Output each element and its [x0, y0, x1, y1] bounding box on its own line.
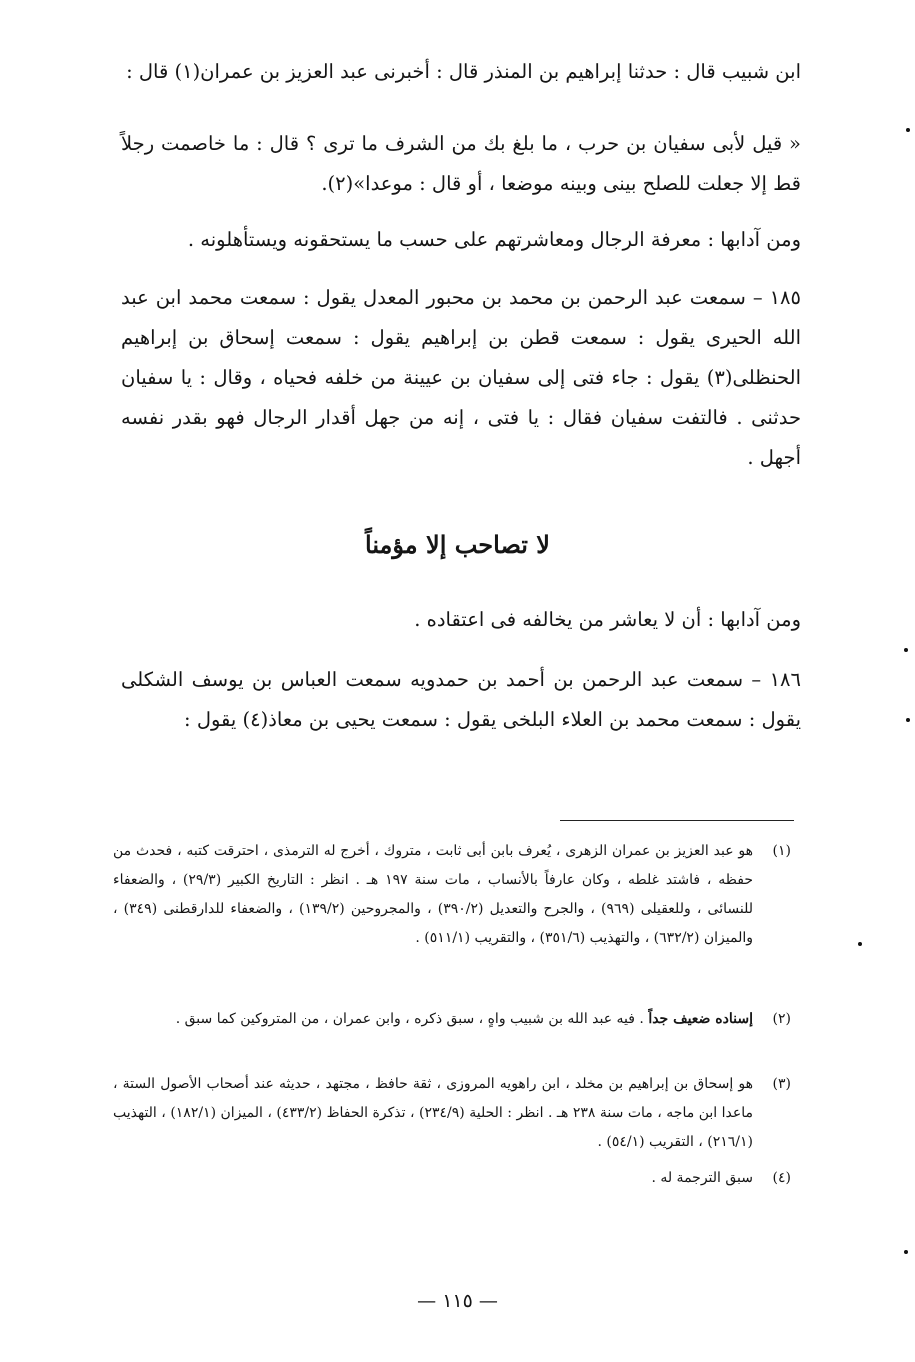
footnote-1 [113, 837, 791, 953]
footnote-body: . فيه عبد الله بن شبيب واهٍ ، سبق ذكره ، وابن عمران ، من المتروكين كما سبق . [175, 1011, 649, 1027]
scan-speck [904, 1250, 908, 1254]
footnote-3 [113, 1070, 791, 1157]
footnote-text: هو عبد العزيز بن عمران الزهرى ، يُعرف بابن أبى ثابت ، متروك ، أخرج له الترمذى ، احترقت كتبه ، فحدث من حفظه ، فاشتد غلطه ، وكان عارفاً بالأنساب ، مات سنة ١٩٧ هـ . انظر : التاريخ الكبير (٢٩/٣) ، والضعفاء للنسائى ، وللعقيلى (٩٦٩) ، والجرح والتعديل (٣٩٠/٢) ، والمجروحين (١٣٩/٢) ، والضعفاء للدارقطنى (٣٤٩) ، والميزان (٦٣٢/٢) ، والتهذيب (٣٥١/٦) ، والتقريب (٥١١/١) . [113, 843, 754, 946]
footnote-2 [113, 1005, 791, 1034]
paragraph-adab-belief: ومن آدابها : أن لا يعاشر من يخالفه فى اعتقاده . [414, 608, 801, 631]
footnote-number: (٤) [772, 1170, 791, 1186]
footnote-text: هو إسحاق بن إبراهيم بن مخلد ، ابن راهويه المروزى ، ثقة حافظ ، مجتهد ، حديثه عند أصحاب الأصول الستة ، ماعدا ابن ماجه ، مات سنة ٢٣٨ هـ . انظر : الحلية (٢٣٤/٩) ، تذكرة الحفاظ (٤٣٣/٢) ، الميزان (١٨٢/١) ، التهذيب (٢١٦/١) ، التقريب (٥٤/١) . [113, 1076, 753, 1150]
footnote-4 [113, 1164, 791, 1193]
section-title: لا تصاحب إلا مؤمناً [365, 530, 550, 559]
scan-speck [906, 128, 910, 132]
footnote-number: (٢) [772, 1011, 791, 1027]
scan-speck [904, 648, 908, 652]
footnote-number: (٣) [772, 1076, 791, 1092]
paragraph-quote-abu-sufyan: « قيل لأبى سفيان بن حرب ، ما بلغ بك من الشرف ما ترى ؟ قال : ما خاصمت رجلاً قط إلا جعلت للصلح بينى وبينه موضعا ، أو قال : موعدا»(٢). [121, 132, 801, 195]
paragraph-adab-knowing-men: ومن آدابها : معرفة الرجال ومعاشرتهم على حسب ما يستحقونه ويستأهلونه . [187, 228, 801, 251]
footnote-bold-verdict: إسناده ضعيف جداً [648, 1011, 753, 1027]
scan-speck [858, 942, 862, 946]
scan-speck [906, 718, 910, 722]
footnote-text [113, 1005, 753, 1034]
footnote-number: (١) [772, 843, 791, 859]
page-number: — ١١٥ — [417, 1290, 498, 1312]
footnote-separator [560, 820, 794, 821]
paragraph-narration-186: ١٨٦ – سمعت عبد الرحمن بن أحمد بن حمدويه سمعت العباس بن يوسف الشكلى يقول : سمعت محمد بن العلاء البلخى يقول : سمعت يحيى بن معاذ(٤) يقول : [121, 668, 801, 731]
paragraph-isnad-intro: ابن شبيب قال : حدثنا إبراهيم بن المنذر قال : أخبرنى عبد العزيز بن عمران(١) قال : [126, 60, 801, 83]
footnote-text: سبق الترجمة له . [651, 1170, 753, 1186]
paragraph-narration-185: ١٨٥ – سمعت عبد الرحمن بن محمد بن محبور المعدل يقول : سمعت محمد ابن عبد الله الحيرى يقول : سمعت قطن بن إبراهيم يقول : سمعت إسحاق بن إبراهيم الحنظلى(٣) يقول : جاء فتى إلى سفيان بن عيينة من خلفه فحياه ، وقال : يا سفيان حدثنى . فالتفت سفيان فقال : يا فتى ، إنه من جهل أقدار الرجال فهو بقدر نفسه أجهل . [121, 286, 801, 469]
